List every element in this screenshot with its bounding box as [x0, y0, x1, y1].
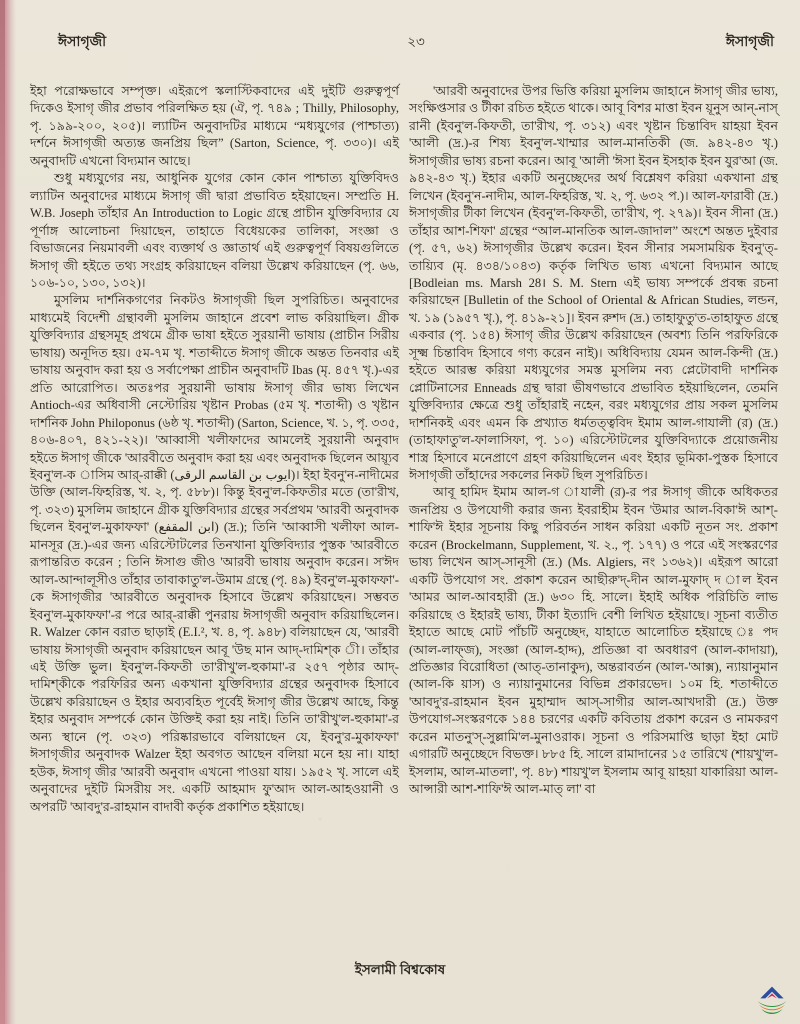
- publisher-logo-icon: [754, 984, 790, 1018]
- page-number: ২৩: [407, 33, 425, 49]
- running-header: [58, 32, 774, 52]
- paragraph: মুসলিম দার্শনিকগণের নিকটও ঈসাগৃজী ছিল সুপরিচিত। অনুবাদের মাধ্যমেই বিদেশী গ্রন্থাবলী মুসলিম জাহানে প্রবেশ লাভ করিয়াছিল। গ্রীক যুক্তিবিদ্যার গ্রন্থসমূহ প্রথমে গ্রীক ভাষা হইতে সুরয়ানী ভাষায় (প্রাচীন সিরীয় ভাষায়) অনূদিত হয়। ৫ম-৭ম খৃ. শতাব্দীতে ঈসাগৃ জীকে অন্তত তিনবার এই ভাষায় অনুবাদ করা হয় ও সর্বাপেক্ষা প্রাচীন অনুবাদটি Ibas (মৃ. ৪৫৭ খৃ.)-এর প্রতি আরোপিত। অতঃপর সুরয়ানী ভাষায় ঈসাগৃ জীর ভাষ্য লিখেন Antioch-এর অধিবাসী নেস্টোরিয় খৃষ্টান Probas (৫ম খৃ. শতাব্দী) ও খৃষ্টান দার্শনিক John Philoponus (৬ষ্ঠ খৃ. শতাব্দী) (Sarton, Science, খ. ১, পৃ. ৩৩৫, ৪০৬-৪০৭, ৪২১-২২)। 'আব্বাসী খলীফাদের আমলেই সুরয়ানী অনুবাদ হইতে ঈসাগৃ জীকে 'আরবীতে অনুবাদ করা হয় এবং অনুবাদক ছিলেন আয়্যূব ইবনু'ল-ক াসিম আর্-রাক্কী (ايوب بن القاسم الرقى)। ইহা ইবনু'ন-নাদীমের উক্তি (আল-ফিহরিস্ত, খ. ২, পৃ. ৫৮৮)। কিন্তু ইবনু'ল-কিফতীর মতে (তা'রীখ, পৃ. ৩২৩) মুসলিম জাহানে গ্রীক যুক্তিবিদ্যার গ্রন্থের সর্বপ্রথম 'আরবী অনুবাদক ছিলেন ইবনু'ল-মুকাফফা' (ابن المقفع) (দ্র.); তিনি 'আব্বাসী খলীফা আল-মানসূর (দ্র.)-এর জন্য এরিস্টোটলের তিনখানা যুক্তিবিদ্যার পুস্তক 'আরবীতে রূপান্তরিত করেন ; তিনি ঈসাগু জীও 'আরবী ভাষায় অনুবাদ করেন। স'ঈদ আল-আন্দালূসীও তাঁহার তাবাকাতু'ল-উমাম গ্রন্থে (পৃ. ৪৯) ইবনু'ল-মুকাফফা'-কে ঈসাগৃজীর 'আরবীতে অনুবাদক হিসাবে উল্লেখ করিয়াছেন। সম্ভবত ইবনু'ল-মুকাফফা'-র পরে আর্-রাক্কী পুনরায় ঈসাগৃজী অনুবাদ করিয়াছিলেন। R. Walzer কোন বরাত ছাড়াই (E.I.², খ. ৪, পৃ. ৯৪৮) বলিয়াছেন যে, 'আরবী ভাষায় ঈসাগৃজী অনুবাদ করিয়াছেন আবূ 'উছ মান আদ্-দামিশ্ক ী। তাঁহার এই উক্তি ভুল। ইবনু'ল-কিফতী তা'রীখু'ল-হুকামা'-র ২৫৭ পৃষ্ঠার আদ্-দামিশ্কীকে পরফিরির অন্য একখানা যুক্তিবিদ্যার গ্রন্থের অনুবাদক হিসাবে উল্লেখ করিয়াছেন ও ইহার অব্যবহিত পূর্বেই ঈসাগৃ জীর উল্লেখ আছে, কিন্তু ইহার অনুবাদ সম্পর্কে কোন উক্তিই করা হয় নাই। তিনি তা'রীখু'ল-হুকামা'-র অন্য স্থানে (পৃ. ৩২৩) পরিষ্কারভাবে বলিয়াছেন যে, ইবনু'র-মুকাফফা' ঈসাগৃজীর অনুবাদক Walzer ইহা অবগত আছেন বলিয়া মনে হয় না। যাহা হউক, ঈসাগৃ জীর 'আরবী অনুবাদ এখনো পাওয়া যায়। ১৯৫২ খৃ. সালে এই অনুবাদের দুইটি মিসরীয় সং. একটি আহমাদ ফু'আদ আল-আহওয়ানী ও অপরটি 'আবদু'র-রাহমান বাদাবী কর্তৃক প্রকাশিত হইয়াছে।: [30, 293, 399, 814]
- paragraph: 'আরবী অনুবাদের উপর ভিত্তি করিয়া মুসলিম জাহানে ঈসাগৃ জীর ভাষ্য, সংক্ষিপ্তসার ও টীকা রচিত হইতে থাকে। আবূ বিশর মাত্তা ইবন য়ূনুস আন্-নাস্ রানী (ইবনু'ল-কিফতী, তা'রীখ, পৃ. ৩১২) এবং খৃষ্টান চিন্তাবিদ য়াহয়া ইবন 'আলী (দ্র.)-র শিষ্য ইবনু'ল-খাম্মার আল-মানতিকী (জ. ৯৪২-৪৩ খৃ.) ঈসাগৃজীর ভাষ্য রচনা করেন। আবূ 'আলী 'ঈসা ইবন ইসহাক ইবন যুর'আ (জ. ৯৪২-৪৩ খৃ.) ইহার একটি অনুচ্ছেদের অর্থ বিশ্লেষণ করিয়া একখানা গ্রন্থ লিখেন (ইবনু'ন-নাদীম, আল-ফিহরিস্ত, খ. ২, পৃ. ৬৩২ প.)। আল-ফারাবী (দ্র.) ঈসাগৃজীর টীকা লিখেন (ইবনু'ল-কিফতী, তা'রীখ, পৃ. ২৭৯)। ইবন সীনা (দ্র.) তাঁহার আশ-শিফা' গ্রন্থের “আল-মানতিক আল-জাদাল” অংশে অন্তত দুইবার (পৃ. ৫৭, ৬২) ঈসাগৃজীর উল্লেখ করেন। ইবন সীনার সমসাময়িক ইবনু'ত্-তায়্যিব (মৃ. ৪৩৪/১০৪৩) কর্তৃক লিখিত ভাষ্য এখনো বিদ্যমান আছে [Bodleian ms. Marsh 28। S. M. Stern এই ভাষ্য সম্পর্কে প্রবন্ধ রচনা করিয়াছেন [Bulletin of the School of Oriental & African Studies, লন্ডন, খ. ১৯ (১৯৫৭ খৃ.), পৃ. ৪১৯-২১]। ইবন রুশদ (দ্র.) তাহাফুতু'ত-তাহাফুত গ্রন্থে একবার (পৃ. ১৫৪) ঈসাগৃ জীর উল্লেখ করিয়াছেন (অবশ্য তিনি পরফিরিকে সূক্ষ্ম চিন্তাবিদ হিসাবে গণ্য করেন নাই)। অধিবিদ্যায় যেমন আল-কিন্দী (দ্র.) হইতে আরম্ভ করিয়া মধ্যযুগের সমস্ত মুসলিম নব্য প্লেটোবাদী দার্শনিক প্লোটিনাসের Enneads গ্রন্থ দ্বারা ভীষণভাবে প্রভাবিত হইয়াছিলেন, তেমনি যুক্তিবিদ্যার ক্ষেত্রে শুধু তাঁহারাই নহেন, বরং মধ্যযুগের প্রায় সকল মুসলিম দার্শনিকই এবং এমন কি প্রখ্যাত ধর্মতত্ত্ববিদ ইমাম আল-গাযালী (র) (দ্র.) (তাহাফাতু'ল-ফালাসিফা, পৃ. ১০) এরিস্টোটলের যুক্তিবিদ্যাকে প্রয়োজনীয় শাস্ত্র হিসাবে মনেপ্রাণে গ্রহণ করিয়াছিলেন এবং ইহার ভূমিকা-পুস্তক হিসাবে ঈসাগৃজী তাঁহাদের সকলের নিকট ছিল সুপরিচিত।: [409, 84, 778, 482]
- text-body: [30, 83, 778, 816]
- paragraph: আবূ হামিদ ইমাম আল-গ াযালী (র)-র পর ঈসাগৃ জীকে অধিকতর জনপ্রিয় ও উপযোগী করার জন্য ইবরাহীম ইবন 'উমার আল-বিকা'ঈ আশ্-শাফি'ঈ ইহার সূচনায় কিছু পরিবর্তন সাধন করিয়া একটি নূতন সং. প্রকাশ করেন (Brockelmann, Supplement, খ. ২., পৃ. ১৭৭) ও পরে এই সংস্করণের ভাষ্য লিখেন আস্-সানূসী (দ্র.) (Ms. Algiers, নং ১৩৬২)। এইরূপ আরো একটি উপযোগ সং. প্রকাশ করেন আছীরু'দ্-দীন আল-মুফাদ্ দ াল ইবন 'আমর আল-আবহারী (দ্র.) ৬৩০ হি. সালে। ইহাই অধিক পরিচিতি লাভ করিয়াছে ও ইহারই ভাষ্য, টীকা ইত্যাদি বেশী লিখিত হইয়াছে। সূচনা ব্যতীত ইহাতে আছে মোট পাঁচটি অনুচ্ছেদ, যাহাতে আলোচিত হইয়াছে ঃ পদ (আল-লাফ্জ), সংজ্ঞা (আল-হাদ্দ), প্রতিজ্ঞা বা অবধারণ (আল-কাদায়া), প্রতিজ্ঞার বিরোধিতা (আত্-তানাকুদ), অন্তরাবর্তন (আল-'আক্স), ন্যায়ানুমান (আল-কি য়াস) ও ন্যায়ানুমানের বিভিন্ন প্রকারভেদ। ১০ম হি. শতাব্দীতে 'আবদু'র-রাহমান ইবন মুহাম্মাদ আস্-সাগীর আল-আখদারী (দ্র.) উক্ত উপযোগ-সংস্করণকে ১৪৪ চরণের একটি কবিতায় প্রকাশ করেন ও নামকরণ করেন মাতনু'স্-সুল্লামি'ল-মুনাওরাক। সূচনা ও পরিসমাপ্তি ছাড়া ইহা মোট এগারটি অনুচ্ছেদে বিভক্ত। ৮৮৫ হি. সালে রামাদানের ১৫ তারিখে (শায়খু'ল-ইসলাম, আল-মাতলা', পৃ. ৪৮) শায়খু'ল ইসলাম আবূ য়াহয়া যাকারিয়া আল-আন্সারী আশ-শাফি'ঈ আল-মাত্ লা' বা: [409, 485, 778, 797]
- text-column-left: [30, 83, 399, 816]
- running-head-left: ঈসাগৃজী: [58, 33, 107, 49]
- running-head-right: ঈসাগৃজী: [725, 33, 774, 49]
- paragraph: শুধু মধ্যযুগের নয়, আধুনিক যুগের কোন কোন পাশ্চাত্য যুক্তিবিদও ল্যাটিন অনুবাদের মাধ্যমে ঈসাগৃ জী দ্বারা প্রভাবিত হইয়াছেন। সম্প্রতি H. W.B. Joseph তাঁহার An Introduction to Logic গ্রন্থে প্রাচীন যুক্তিবিদ্যার যে পূর্ণাঙ্গ আলোচনা দিয়াছেন, তাহাতে বিধেয়কের তালিকা, সংজ্ঞা ও বিভাজনের নিয়মাবলী এবং ব্যক্তার্থ ও জ্ঞাতার্থ এই গুরুত্বপূর্ণ বিষয়গুলিতে ঈসাগৃ জী হইতে তথ্য সংগ্রহ করিয়াছেন বলিয়া উল্লেখ করিয়াছেন (পৃ. ৬৬, ১০৬-১০, ১৩০, ১৩২)।: [30, 171, 399, 290]
- footer-book-title: ইসলামী বিশ্বকোষ: [354, 962, 446, 977]
- text-column-right: [409, 83, 778, 816]
- book-binding-edge: [0, 0, 16, 1024]
- paragraph: ইহা পরোক্ষভাবে সম্পৃক্ত। এইরূপে স্কলাস্টিকবাদের এই দুইটি গুরুত্বপূর্ণ দিকেও ইসাগৃ জীর প্রভাব পরিলক্ষিত হয় (ঐ, পৃ. ৭৪৯ ; Thilly, Philosophy, পৃ. ১৯৯-২০০, ২০৫)। ল্যাটিন অনুবাদটির মাধ্যমে “মধ্যযুগের (পাশ্চাত্য) দর্শনে ঈসাগৃজী অত্যন্ত জনপ্রিয় ছিল” (Sarton, Science, পৃ. ৩৩০)। এই অনুবাদটি এখনো বিদ্যমান আছে।: [30, 84, 399, 168]
